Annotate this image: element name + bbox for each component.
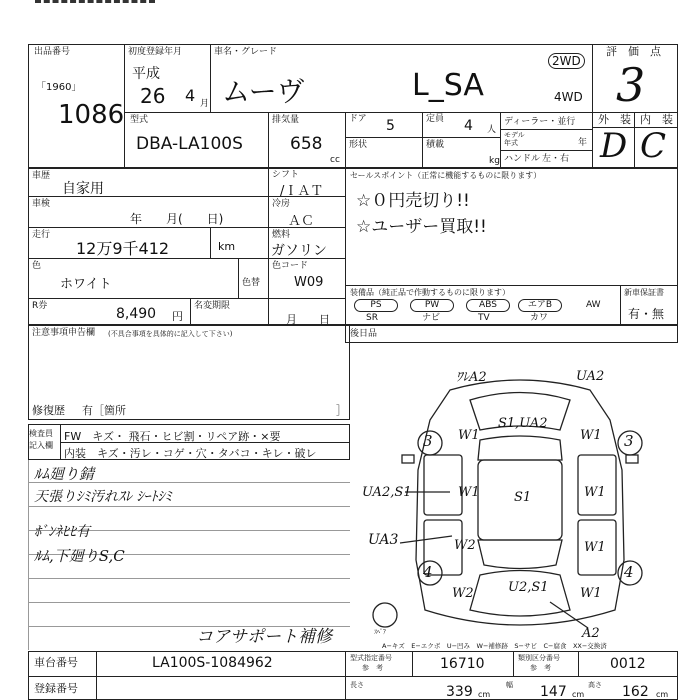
- km-unit: km: [218, 240, 236, 253]
- inspection-value: 年 月( 日): [130, 212, 224, 226]
- load-label: 積載: [426, 140, 445, 150]
- doors-label: ドア: [349, 114, 367, 124]
- type-designation-ref: 参 考: [362, 664, 383, 672]
- chassis-number: LA100S-1084962: [152, 655, 273, 671]
- equip-navi: ナビ: [422, 313, 441, 323]
- mileage-value: 12万9千412: [76, 239, 170, 258]
- equip-tv: TV: [478, 313, 490, 323]
- recycle-label: R券: [32, 301, 48, 311]
- kg-unit: kg: [489, 156, 500, 166]
- capacity-label: 定員: [426, 114, 445, 124]
- equip-airbag: エアB: [518, 299, 562, 312]
- height-unit: cm: [656, 690, 669, 699]
- equip-sr: SR: [366, 313, 378, 323]
- cc-unit: cc: [330, 155, 340, 165]
- inspection-label: 車検: [32, 199, 51, 209]
- car-name: ムーヴ: [222, 75, 305, 108]
- type-designation: 16710: [440, 656, 485, 672]
- inspector-row-1: FW キズ・ 飛石・ヒビ割・リペア跡・×要: [64, 430, 281, 443]
- callout-front-right-fender: W1: [580, 428, 602, 443]
- width: 147: [540, 684, 567, 700]
- callout-right-front-door: W1: [584, 485, 606, 500]
- fuel-value: ガソリン: [271, 243, 327, 259]
- equipment-label: 装備品（純正品で作動するものに限ります）: [350, 288, 510, 297]
- era: 平成: [132, 66, 160, 82]
- model-code: DBA-LA100S: [136, 134, 243, 154]
- callout-front-right: UA2: [576, 369, 605, 384]
- after-items-label: 後日品: [350, 329, 378, 339]
- reg-month: 4: [185, 86, 196, 105]
- callout-left-sill: UA3: [368, 532, 399, 548]
- selling-points-label: セールスポイント（正常に機能するものに限ります）: [350, 171, 542, 180]
- height: 162: [622, 684, 649, 700]
- lot-number-label: 出品番号: [34, 47, 71, 57]
- notice-sub: (不具合事項を具体的に記入して下さい): [108, 330, 233, 338]
- callout-trunk: U2,S1: [508, 580, 549, 595]
- capacity: 4: [464, 118, 473, 134]
- interior-label: 内 装: [640, 113, 673, 126]
- callout-left-front-door: W1: [458, 485, 480, 500]
- callout-right-rear-door: W1: [584, 540, 606, 555]
- warranty-value: 有・無: [628, 307, 665, 321]
- width-label: 幅: [506, 681, 513, 689]
- fuel-label: 燃料: [272, 230, 291, 240]
- equip-aw: AW: [586, 300, 601, 310]
- shift-value: /ＩＡＴ: [280, 184, 324, 199]
- displacement: 658: [290, 134, 323, 154]
- after-items-frame: [345, 325, 678, 343]
- handle-value: 左・右: [542, 154, 570, 164]
- notice-label: 注意事項申告欄: [32, 328, 96, 338]
- grade: L_SA: [412, 68, 484, 103]
- callout-front-right-tire: 3: [624, 432, 634, 450]
- notice-frame: [28, 325, 350, 420]
- handle-label: ハンドル: [504, 154, 541, 164]
- lot-sub-number: 「1960」: [36, 82, 82, 93]
- score-label: 評 価 点: [606, 45, 661, 58]
- ac-value: ＡＣ: [288, 214, 315, 229]
- drive-2wd: 2WD: [548, 53, 585, 69]
- registration-label: 登録番号: [34, 682, 78, 695]
- warranty-label: 新車保証書: [624, 288, 664, 297]
- callout-left-rear-door: W2: [454, 538, 476, 553]
- model-year-label: モデル 年式: [504, 131, 525, 147]
- length: 339: [446, 684, 473, 700]
- color-label: 色: [32, 261, 42, 271]
- height-label: 高さ: [588, 681, 602, 689]
- recycle-value: 8,490: [116, 306, 157, 322]
- year-unit: 年: [578, 138, 588, 148]
- selling-point-1: ☆０円売切り!!: [356, 191, 470, 211]
- length-unit: cm: [478, 690, 491, 699]
- name-change-label: 名変期限: [194, 301, 231, 311]
- callout-rear-left-tire: 4: [423, 563, 433, 581]
- name-change-value: 月 日: [286, 313, 330, 326]
- repair-history-label: 修復歴: [32, 404, 65, 417]
- doors: 5: [386, 118, 395, 134]
- shift-label: シフト: [272, 170, 300, 180]
- inspector-label: 検査員 記入欄: [29, 429, 53, 450]
- car-name-label: 車名・グレード: [214, 47, 278, 57]
- color-code: W09: [294, 275, 324, 290]
- month-unit: 月: [200, 99, 210, 109]
- callout-rear-right-tire: 4: [624, 563, 634, 581]
- type-designation-label: 型式指定番号: [350, 654, 392, 662]
- callout-rear-left-fender: W2: [452, 586, 474, 601]
- yen-unit: 円: [172, 310, 183, 323]
- color-change-label: 色替: [242, 278, 261, 288]
- drive-4wd: 4WD: [554, 90, 583, 104]
- first-registration-label: 初度登録年月: [128, 47, 183, 57]
- mileage-label: 走行: [32, 230, 51, 240]
- width-unit: cm: [572, 690, 585, 699]
- callout-roof: S1: [514, 490, 532, 505]
- handwritten-note-2: 天張りｼﾐ汚れｽﾚ ｼｰﾄｼﾐ: [34, 489, 172, 505]
- selling-point-2: ☆ユーザー買取!!: [356, 217, 487, 237]
- reg-year: 26: [140, 84, 166, 108]
- capacity-unit: 人: [487, 125, 497, 135]
- callout-front-crack: ﾜﾚA2: [456, 370, 487, 385]
- top-edge-marks: [35, 0, 155, 11]
- inspector-row-2: 内装 キズ・汚レ・コゲ・穴・タバコ・キレ・破レ: [64, 447, 317, 460]
- history-value: 自家用: [62, 181, 104, 197]
- handwritten-note-3: ﾎﾞﾝﾈﾋﾋ有: [34, 524, 90, 540]
- callout-rear-right-fender: W1: [580, 586, 602, 601]
- handwritten-note-4: ﾙﾑ,下廻りS,C: [34, 547, 125, 565]
- overall-score: 3: [616, 58, 646, 112]
- equip-abs: ABS: [466, 299, 510, 312]
- callout-hood: S1,UA2: [498, 416, 548, 431]
- exterior-label: 外 装: [598, 113, 631, 126]
- model-label: 型式: [130, 115, 149, 125]
- dealer-label: ディーラー・並行: [504, 117, 576, 127]
- history-label: 車歴: [32, 171, 51, 181]
- category-number: 0012: [610, 656, 646, 672]
- color-value: ホワイト: [60, 277, 112, 292]
- exterior-grade: D: [600, 126, 628, 166]
- interior-grade: C: [640, 126, 667, 166]
- equip-ps: PS: [354, 299, 398, 312]
- handwritten-note-5: コアサポート補修: [196, 627, 332, 647]
- chassis-label: 車台番号: [34, 656, 78, 669]
- ac-label: 冷房: [272, 199, 291, 209]
- callout-left-door: UA2,S1: [362, 485, 412, 500]
- lot-number: 1086: [58, 100, 125, 130]
- equip-leather: カワ: [530, 313, 549, 323]
- callout-rear-bumper: A2: [582, 626, 600, 641]
- car-damage-diagram: [360, 360, 680, 660]
- length-label: 長さ: [350, 681, 364, 689]
- callout-front-left-tire: 3: [423, 432, 433, 450]
- category-label: 類別区分番号: [518, 654, 560, 662]
- displacement-label: 排気量: [272, 115, 300, 125]
- repair-history-value: 有［箇所: [82, 404, 126, 417]
- handwritten-note-1: ﾙﾑ廻り錆: [34, 465, 95, 483]
- spare-label: ｽﾍﾟｱ: [374, 629, 387, 636]
- category-ref: 参 考: [530, 664, 551, 672]
- callout-front-left-fender: W1: [458, 428, 480, 443]
- equip-pw: PW: [410, 299, 454, 312]
- repair-history-close: ］: [336, 404, 347, 417]
- damage-legend: A−キズ E−エクボ U−凹み W−補修跡 S−サビ C−腐食 XX−交換済: [382, 642, 607, 650]
- shape-label: 形状: [349, 140, 368, 150]
- color-code-label: 色コード: [272, 261, 309, 271]
